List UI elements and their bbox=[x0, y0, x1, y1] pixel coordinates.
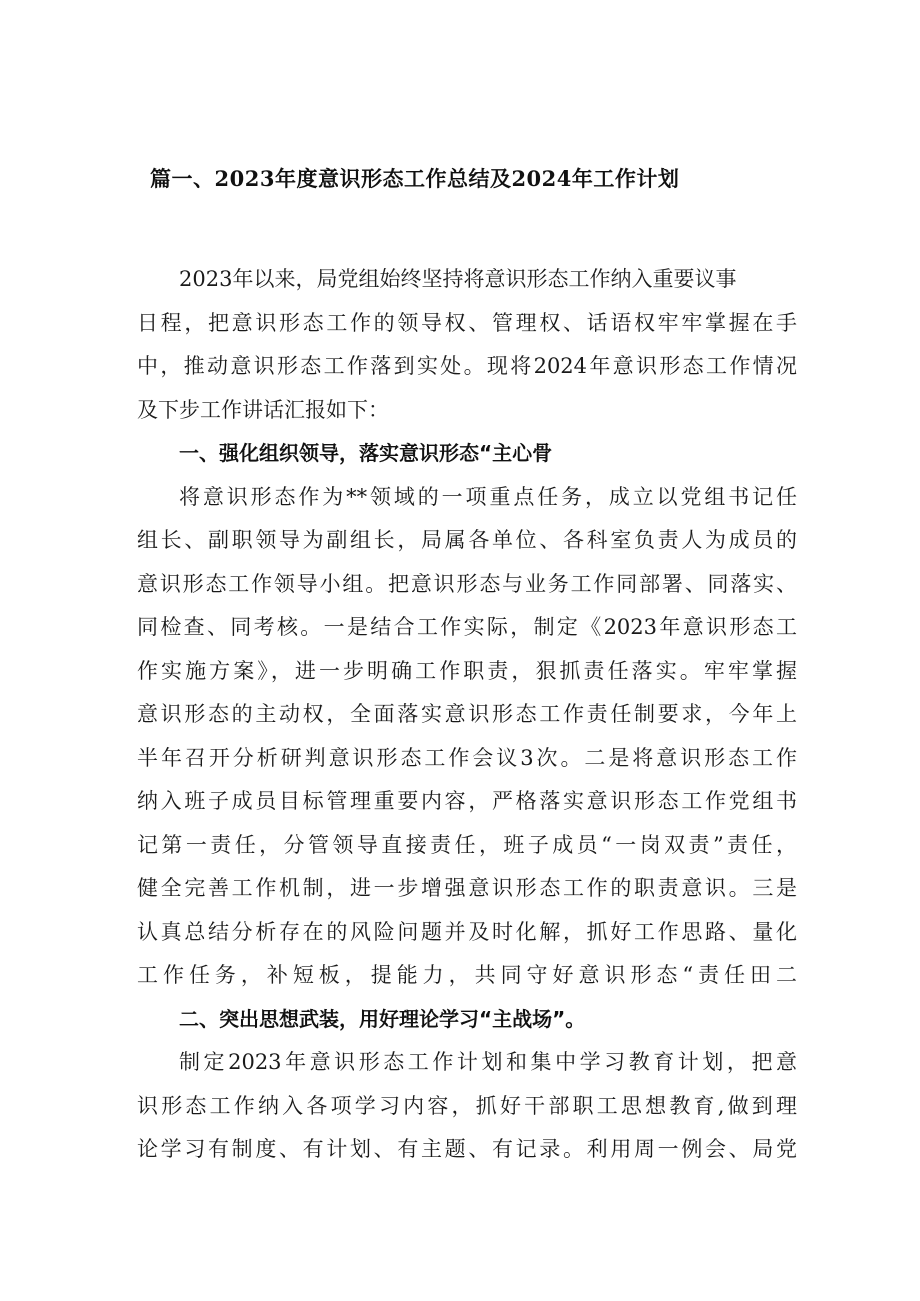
paragraph-line: 及下步工作讲话汇报如下： bbox=[137, 397, 389, 422]
paragraph-line: 记第一责任，分管领导直接责任，班子成员“一岗双责”责任， bbox=[137, 832, 797, 857]
section-heading-2: 二、突出思想武装，用好理论学习“主战场”。 bbox=[179, 1006, 586, 1031]
paragraph-line: 识形态工作纳入各项学习内容，抓好干部职工思想教育,做到理 bbox=[137, 1093, 797, 1118]
paragraph-line: 健全完善工作机制，进一步增强意识形态工作的职责意识。三是 bbox=[137, 876, 797, 900]
paragraph-line: 中，推动意识形态工作落到实处。现将2024年意识形态工作情况 bbox=[137, 354, 797, 378]
paragraph-line: 同检查、同考核。一是结合工作实际，制定《2023年意识形态工 bbox=[137, 615, 797, 639]
paragraph-line: 日程，把意识形态工作的领导权、管理权、话语权牢牢掌握在手 bbox=[137, 310, 797, 335]
paragraph-line: 制定2023年意识形态工作计划和集中学习教育计划，把意 bbox=[179, 1050, 797, 1074]
paragraph-line: 组长、副职领导为副组长，局属各单位、各科室负责人为成员的 bbox=[137, 528, 797, 552]
paragraph-line: 2023年以来，局党组始终坚持将意识形态工作纳入重要议事 bbox=[179, 267, 737, 291]
paragraph-line: 工作任务，补短板，提能力，共同守好意识形态“责任田二 bbox=[137, 963, 797, 987]
paragraph-line: 意识形态的主动权，全面落实意识形态工作责任制要求，今年上 bbox=[137, 702, 797, 726]
paragraph-line: 意识形态工作领导小组。把意识形态与业务工作同部署、同落实、 bbox=[137, 571, 797, 596]
paragraph-line: 将意识形态作为**领域的一项重点任务，成立以党组书记任 bbox=[179, 484, 797, 509]
paragraph-line: 纳入班子成员目标管理重要内容，严格落实意识形态工作党组书 bbox=[137, 789, 797, 813]
section-heading-1: 一、强化组织领导，落实意识形态“主心骨 bbox=[179, 441, 553, 465]
paragraph-line: 半年召开分析研判意识形态工作会议3次。二是将意识形态工作 bbox=[137, 745, 797, 770]
document-title: 篇一、2023年度意识形态工作总结及2024年工作计划 bbox=[150, 166, 680, 191]
paragraph-line: 论学习有制度、有计划、有主题、有记录。利用周一例会、局党 bbox=[137, 1137, 797, 1161]
document-body bbox=[137, 258, 797, 1172]
paragraph-line: 作实施方案》，进一步明确工作职责，狠抓责任落实。牢牢掌握 bbox=[137, 658, 797, 683]
paragraph-line: 认真总结分析存在的风险问题并及时化解，抓好工作思路、量化 bbox=[137, 919, 797, 944]
